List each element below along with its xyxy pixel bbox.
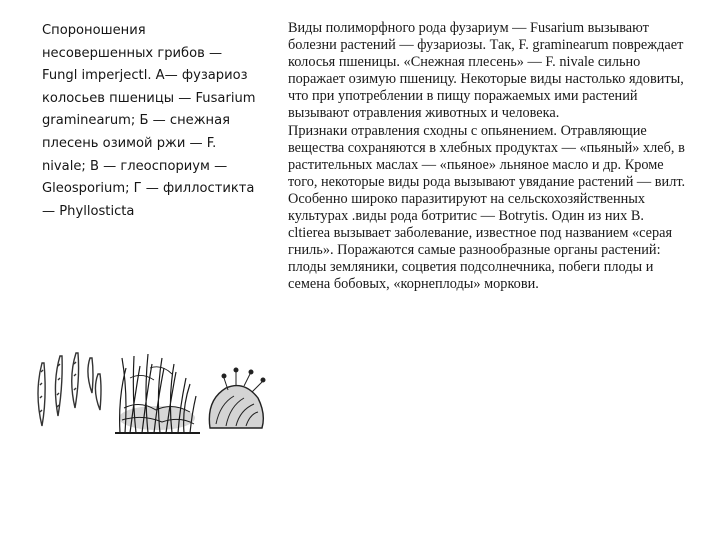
article-body [288,20,688,294]
fusarium-spores-illustration [38,353,101,426]
fungi-sporulation-illustrations [30,338,270,438]
paragraph-2: Признаки отравления сходны с опьянением. Отравляющие вещества сохраняются в хлебных продуктах — «пьяный» хлеб, в растительных маслах — «пьяное» льняное масло и др. Кроме того, некоторые виды рода вызывают увядание растений — вилт. Особенно широко паразитируют на сельскохозяйственных культурах .виды рода ботритис — Botrytis. Один из них В. cltierea вызывает заболевание, известное под названием «серая гниль». Поражаются самые разнообразные органы растений: плоды земляники, соцветия подсолнечника, побеги плоды и семена бобовых, «корнеплоды» моркови. [288,122,686,293]
snow-mold-illustration [115,354,200,433]
paragraph-1: Виды полиморфного рода фузариум — Fusarium вызывают болезни растений — фузариозы. Так, F. graminearum повреждает колосья пшеницы. «Снежная плесень» — F. nivale сильно поражает озимую пшеницу. Некоторые виды настолько ядовиты, что при употреблении в пищу поражаемых ими растений вызывают отравления животных и человека. [288,20,684,122]
gleosporium-illustration [209,368,265,428]
figure-caption: Спороношения несовершенных грибов — Fungl imperjectl. А— фузариоз колосьев пшеницы — Fusarium graminearum; Б — снежная плесень озимой ржи — F. nivale; В — глеоспориум — Gleosporium; Г — филлостикта — Phyllosticta [42,23,256,219]
